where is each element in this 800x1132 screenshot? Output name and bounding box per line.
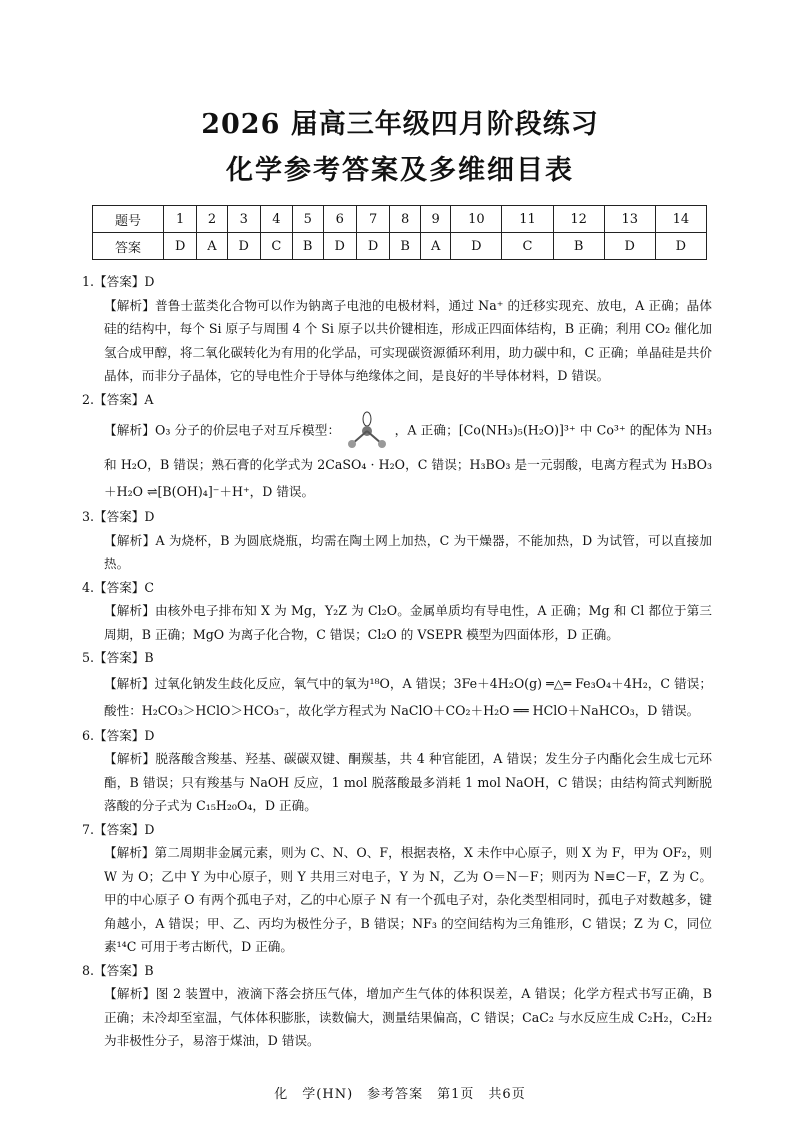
answer-line: 1.【答案】D: [82, 274, 155, 289]
table-cell: 4: [260, 206, 292, 233]
table-cell: D: [323, 233, 356, 260]
table-cell: 3: [227, 206, 260, 233]
table-cell: D: [356, 233, 389, 260]
table-cell: A: [421, 233, 451, 260]
table-cell: 7: [356, 206, 389, 233]
table-cell: 12: [553, 206, 604, 233]
table-cell: B: [553, 233, 604, 260]
table-cell: 2: [197, 206, 227, 233]
answer-table: [92, 205, 707, 260]
ozone-vsepr-model-image: [344, 411, 390, 451]
explanation: [82, 411, 712, 505]
answer-line: 8.【答案】B: [82, 962, 154, 978]
answer-line: 5.【答案】B: [82, 650, 154, 665]
answer-line: 7.【答案】D: [82, 821, 155, 837]
explanation: 【解析】过氧化钠发生歧化反应，氧气中的氧为¹⁸O，A 错误；3Fe＋4H₂O(g) ═△═ Fe₃O₄＋4H₂，C 错误；酸性：H₂CO₃＞HClO＞HCO₃⁻，故化学方程式为 NaClO＋CO₂＋H₂O ══ HClO＋NaHCO₃，D 错误。: [104, 675, 712, 718]
table-cell: 8: [390, 206, 421, 233]
table-header-label: 题号: [93, 206, 164, 233]
page-footer: 化 学(HN) 参考答案 第1页 共6页: [274, 1087, 526, 1102]
table-cell: D: [227, 233, 260, 260]
explanation: 【解析】脱落酸含羧基、羟基、碳碳双键、酮羰基，共 4 种官能团，A 错误；发生分子内酯化会生成七元环酯，B 错误；只有羧基与 NaOH 反应，1 mol 脱落酸最多消耗 1 mol NaOH，C 错误；由结构简式判断脱落酸的分子式为 C₁₅H₂₀O₄，D 正确。: [104, 751, 712, 813]
explanation-part: ，A 正确；[Co(NH₃)₅(H₂O)]³⁺ 中 Co³⁺ 的配体为 NH₃ 和 H₂O，B 错误；熟石膏的化学式为 2CaSO₄ · H₂O，C 错误；H₃BO₃ 是一元弱酸，电离方程式为 H₃BO₃＋H₂O ⇌[B(OH)₄]⁻＋H⁺，D 错误。: [104, 422, 712, 499]
table-cell: D: [655, 233, 706, 260]
explanation: 【解析】图 2 装置中，液滴下落会挤压气体，增加产生气体的体积误差，A 错误；化学方程式书写正确，B 正确；未冷却至室温，气体体积膨胀，读数偏大，测量结果偏高，C 错误；CaC₂ 与水反应生成 C₂H₂，C₂H₂ 为非极性分子，易溶于煤油，D 错误。: [104, 986, 712, 1048]
table-cell: 13: [604, 206, 655, 233]
table-answer-label: 答案: [93, 233, 164, 260]
table-cell: C: [260, 233, 292, 260]
table-answer-row: [93, 233, 707, 260]
answer-line: 6.【答案】D: [82, 727, 155, 743]
table-cell: D: [604, 233, 655, 260]
table-cell: 14: [655, 206, 706, 233]
explanation: 【解析】普鲁士蓝类化合物可以作为钠离子电池的电极材料，通过 Na⁺ 的迁移实现充、放电，A 正确；晶体硅的结构中，每个 Si 原子与周围 4 个 Si 原子以共价键相连，形成正四面体结构，B 正确；利用 CO₂ 催化加氢合成甲醇，将二氧化碳转化为有用的化学品，可实现碳资源循环利用，助力碳中和，C 正确；单晶硅是共价晶体，而非分子晶体，它的导电性介于导体与绝缘体之间，是良好的半导体材料，D 错误。: [104, 297, 712, 383]
table-cell: 6: [323, 206, 356, 233]
table-cell: 11: [502, 206, 553, 233]
table-cell: B: [292, 233, 323, 260]
solutions-body: [82, 270, 712, 1053]
answer-line: 2.【答案】A: [82, 391, 154, 407]
table-cell: 9: [421, 206, 451, 233]
explanation: 【解析】由核外电子排布知 X 为 Mg，Y₂Z 为 Cl₂O。金属单质均有导电性，A 正确；Mg 和 Cl 都位于第三周期，B 正确；MgO 为离子化合物，C 错误；Cl₂O 的 VSEPR 模型为四面体形，D 正确。: [104, 603, 712, 642]
table-cell: C: [502, 233, 553, 260]
table-header-row: [93, 206, 707, 233]
table-cell: A: [197, 233, 227, 260]
table-cell: D: [451, 233, 502, 260]
answer-line: 4.【答案】C: [82, 579, 155, 595]
page-title: 2026 届高三年级四月阶段练习: [201, 109, 599, 140]
table-cell: 5: [292, 206, 323, 233]
answer-line: 3.【答案】D: [82, 509, 155, 524]
explanation: 【解析】A 为烧杯，B 为圆底烧瓶，均需在陶土网上加热，C 为干燥器，不能加热，D 为试管，可以直接加热。: [104, 532, 712, 571]
page-subtitle: 化学参考答案及多维细目表: [226, 155, 574, 186]
table-cell: D: [164, 233, 197, 260]
table-cell: 1: [164, 206, 197, 233]
explanation-part: 【解析】O₃ 分子的价层电子对互斥模型：: [104, 422, 341, 438]
table-cell: 10: [451, 206, 502, 233]
explanation: 【解析】第二周期非金属元素，则为 C、N、O、F，根据表格，X 未作中心原子，则 X 为 F，甲为 OF₂，则 W 为 O；乙中 Y 为中心原子，则 Y 共用三对电子，Y 为 N，乙为 O＝N－F；则丙为 N≡C－F，Z 为 C。甲的中心原子 O 有两个孤电子对，乙的中心原子 N 有一个孤电子对，杂化类型相同时，孤电子对数越多，键角越小，A 错误；甲、乙、丙均为极性分子，B 错误；NF₃ 的空间结构为三角锥形，C 错误；Z 为 C，同位素¹⁴C 可用于考古断代，D 正确。: [104, 845, 712, 954]
table-cell: B: [390, 233, 421, 260]
